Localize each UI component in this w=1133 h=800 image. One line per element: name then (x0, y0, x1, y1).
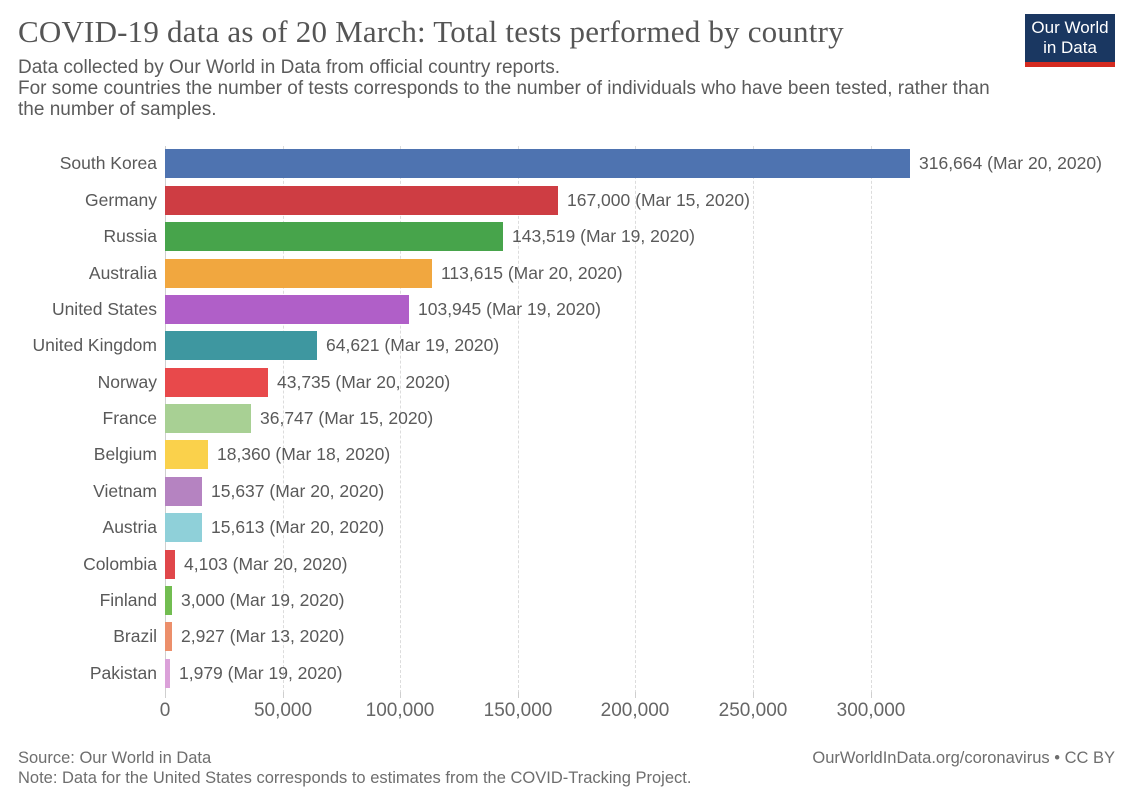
plot-area (165, 255, 1115, 291)
value-label-belgium: 18,360 (Mar 18, 2020) (217, 444, 391, 465)
value-label-pakistan: 1,979 (Mar 19, 2020) (179, 662, 343, 683)
x-tick-label-150000: 150,000 (483, 699, 553, 721)
plot-area (165, 400, 1115, 436)
bar-south-korea[interactable] (165, 149, 910, 178)
x-tick-label-50000: 50,000 (253, 699, 313, 721)
owid-logo-line1: Our World (1031, 18, 1109, 37)
chart-row (18, 582, 1115, 618)
x-tick-mark (400, 692, 401, 698)
bar-australia[interactable] (165, 259, 432, 288)
country-label-australia: Australia (88, 262, 157, 283)
country-label-finland: Finland (99, 590, 157, 611)
chart-row (18, 619, 1115, 655)
bar-colombia[interactable] (165, 550, 175, 579)
country-label-colombia: Colombia (83, 553, 157, 574)
source-text: Source: Our World in Data (18, 748, 212, 767)
bar-chart (18, 146, 1115, 732)
value-label-austria: 15,613 (Mar 20, 2020) (211, 517, 385, 538)
chart-row (18, 437, 1115, 473)
plot-area (165, 182, 1115, 218)
chart-subtitle-line1: Data collected by Our World in Data from official country reports. (18, 56, 561, 78)
value-label-vietnam: 15,637 (Mar 20, 2020) (211, 480, 385, 501)
value-label-finland: 3,000 (Mar 19, 2020) (181, 590, 345, 611)
plot-area (165, 291, 1115, 327)
chart-row (18, 328, 1115, 364)
plot-area (165, 146, 1115, 182)
bar-united-states[interactable] (165, 295, 409, 324)
x-tick-mark (518, 692, 519, 698)
plot-area (165, 619, 1115, 655)
country-label-brazil: Brazil (113, 626, 157, 647)
country-label-germany: Germany (85, 189, 157, 210)
plot-area (165, 510, 1115, 546)
country-label-pakistan: Pakistan (89, 662, 157, 683)
chart-row (18, 510, 1115, 546)
footer-link[interactable]: OurWorldInData.org/coronavirus • CC BY (812, 748, 1115, 767)
plot-area (165, 437, 1115, 473)
chart-row (18, 218, 1115, 254)
x-tick-label-100000: 100,000 (365, 699, 435, 721)
chart-row (18, 255, 1115, 291)
bar-norway[interactable] (165, 368, 268, 397)
chart-row (18, 546, 1115, 582)
country-label-norway: Norway (97, 371, 157, 392)
x-tick-mark (165, 692, 166, 698)
country-label-france: France (102, 408, 157, 429)
bar-united-kingdom[interactable] (165, 331, 317, 360)
value-label-united-kingdom: 64,621 (Mar 19, 2020) (326, 335, 500, 356)
value-label-germany: 167,000 (Mar 15, 2020) (567, 189, 750, 210)
x-tick-mark (635, 692, 636, 698)
plot-area (165, 218, 1115, 254)
country-label-vietnam: Vietnam (93, 480, 157, 501)
country-label-austria: Austria (102, 517, 157, 538)
footer-left (18, 748, 691, 788)
bar-russia[interactable] (165, 222, 503, 251)
bar-austria[interactable] (165, 513, 202, 542)
plot-area (165, 655, 1115, 691)
x-tick-mark (753, 692, 754, 698)
country-label-south-korea: South Korea (59, 153, 157, 174)
chart-row (18, 182, 1115, 218)
plot-area (165, 582, 1115, 618)
value-label-russia: 143,519 (Mar 19, 2020) (512, 226, 695, 247)
x-tick-label-300000: 300,000 (836, 699, 906, 721)
x-tick-label-200000: 200,000 (600, 699, 670, 721)
bar-vietnam[interactable] (165, 477, 202, 506)
country-label-united-states: United States (51, 298, 157, 319)
value-label-france: 36,747 (Mar 15, 2020) (260, 408, 434, 429)
plot-area (165, 364, 1115, 400)
country-label-belgium: Belgium (93, 444, 157, 465)
bar-france[interactable] (165, 404, 251, 433)
owid-logo-line2: in Data (1043, 38, 1097, 57)
plot-area (165, 328, 1115, 364)
chart-row (18, 655, 1115, 691)
country-label-russia: Russia (103, 226, 157, 247)
value-label-united-states: 103,945 (Mar 19, 2020) (418, 298, 601, 319)
bar-belgium[interactable] (165, 440, 208, 469)
chart-row (18, 364, 1115, 400)
chart-header (18, 14, 1115, 120)
x-tick-label-0: 0 (159, 699, 171, 721)
bar-germany[interactable] (165, 186, 558, 215)
chart-rows (18, 146, 1115, 692)
plot-area (165, 546, 1115, 582)
chart-footer (18, 748, 1115, 788)
chart-row (18, 291, 1115, 327)
bar-brazil[interactable] (165, 622, 172, 651)
owid-logo (1025, 14, 1115, 67)
value-label-norway: 43,735 (Mar 20, 2020) (277, 371, 451, 392)
x-tick-mark (283, 692, 284, 698)
value-label-brazil: 2,927 (Mar 13, 2020) (181, 626, 345, 647)
value-label-colombia: 4,103 (Mar 20, 2020) (184, 553, 348, 574)
bar-pakistan[interactable] (165, 659, 170, 688)
x-axis (159, 692, 1115, 732)
chart-row (18, 146, 1115, 182)
value-label-australia: 113,615 (Mar 20, 2020) (441, 262, 623, 283)
x-tick-label-250000: 250,000 (718, 699, 788, 721)
plot-area (165, 473, 1115, 509)
value-label-south-korea: 316,664 (Mar 20, 2020) (919, 153, 1102, 174)
x-tick-mark (871, 692, 872, 698)
chart-row (18, 400, 1115, 436)
country-label-united-kingdom: United Kingdom (32, 335, 157, 356)
note-text: Note: Data for the United States corresponds to estimates from the COVID-Tracking Project. (18, 768, 692, 787)
bar-finland[interactable] (165, 586, 172, 615)
chart-row (18, 473, 1115, 509)
chart-subtitle-line2: For some countries the number of tests corresponds to the number of individuals who have been tested, rather than the number of samples. (18, 77, 990, 120)
page-title: COVID-19 data as of 20 March: Total tests performed by country (18, 14, 844, 49)
